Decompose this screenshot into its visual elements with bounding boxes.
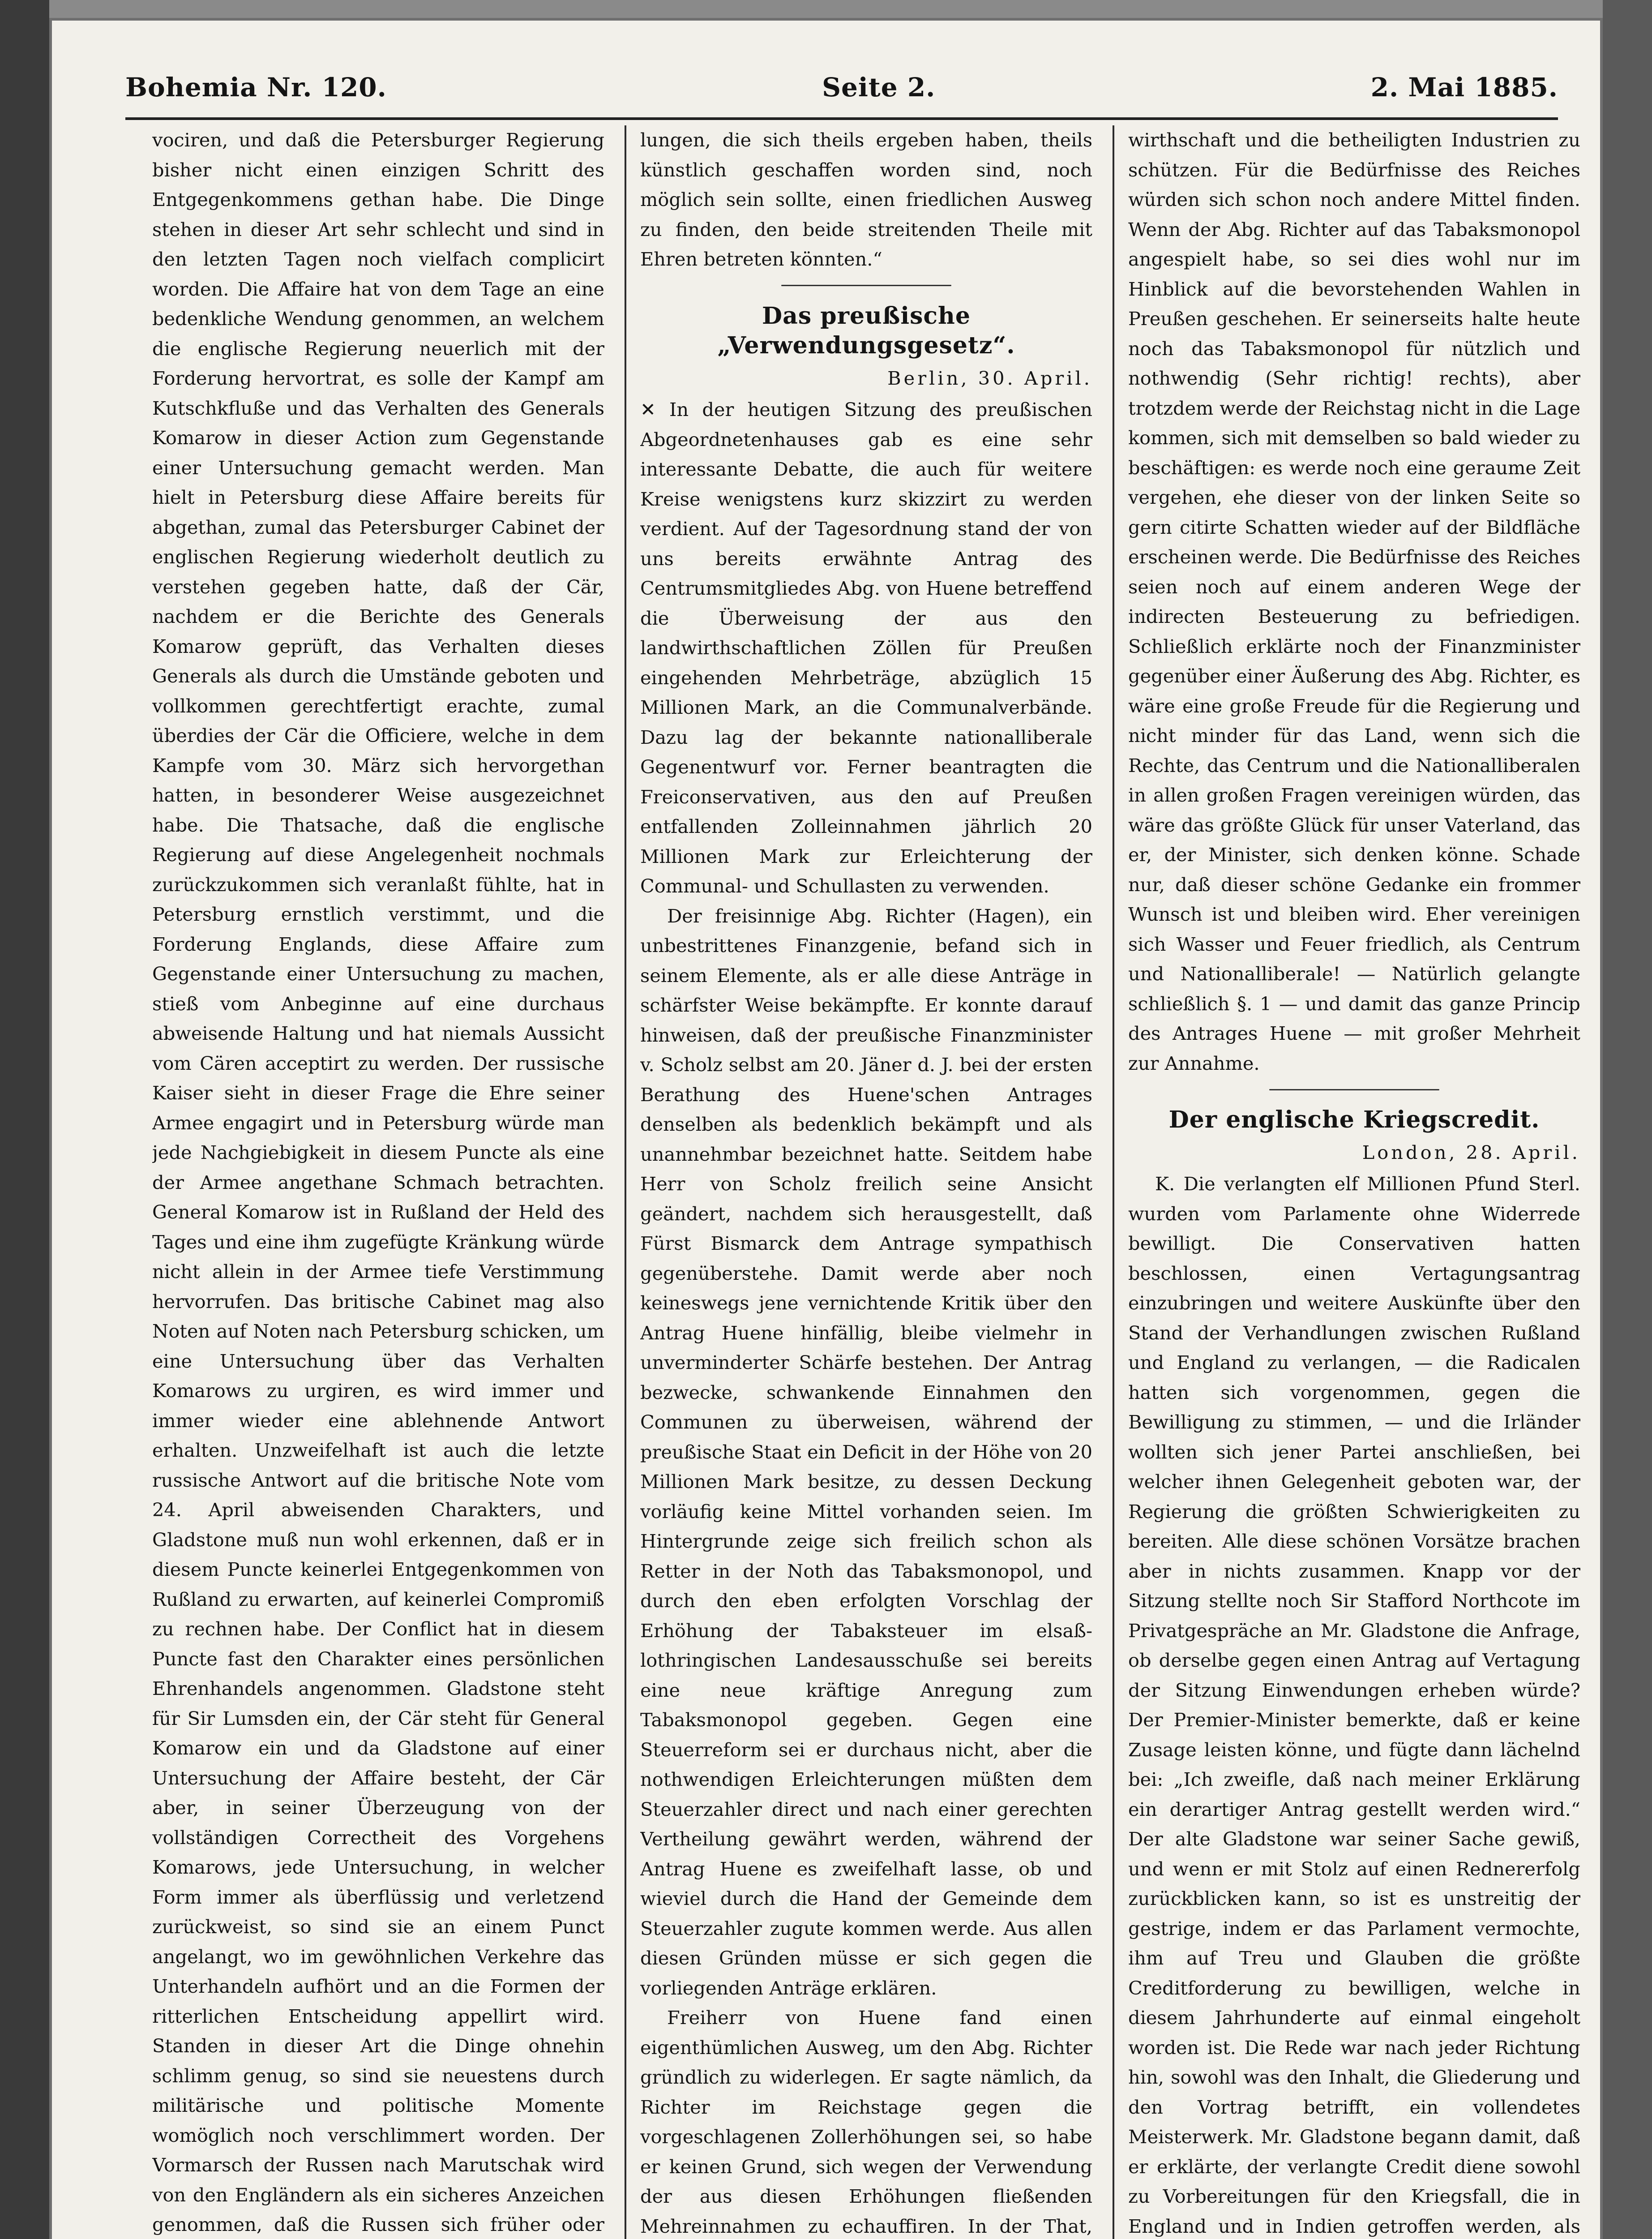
scan-edge-right <box>1603 0 1652 2239</box>
column-2 <box>640 125 1092 2239</box>
header-date: 2. Mai 1885. <box>1370 72 1558 103</box>
column-1-text: vociren, und daß die Petersburger Regierung bisher nicht einen einzigen Schritt des Entgegenkommens gethan habe. Die Dinge stehen in dieser Art sehr schlecht und sind in den letzten Tagen noch vielfach complicirt worden. Die Affaire hat von dem Tage an eine bedenkliche Wendung genommen, an welchem die englische Regierung neuerlich mit der Forderung hervortrat, es solle der Kampf am Kutschkfluße und das Verhalten des Generals Komarow in dieser Action zum Gegenstande einer Untersuchung gemacht werden. Man hielt in Petersburg diese Affaire bereits für abgethan, zumal das Petersburger Cabinet der englischen Regierung wiederholt deutlich zu verstehen gegeben hatte, daß der Cär, nachdem er die Berichte des Generals Komarow geprüft, das Verhalten dieses Generals als durch die Umstände geboten und vollkommen gerechtfertigt erachte, zumal überdies der Cär die Officiere, welche in dem Kampfe vom 30. März sich hervorgethan hatten, in besonderer Weise ausgezeichnet habe. Die Thatsache, daß die englische Regierung auf diese Angelegenheit nochmals zurückzukommen sich veranlaßt fühlte, hat in Petersburg ernstlich verstimmt, und die Forderung Englands, diese Affaire zum Gegenstande einer Untersuchung zu machen, stieß vom Anbeginne auf eine durchaus abweisende Haltung und hat niemals Aussicht vom Cären acceptirt zu werden. Der russische Kaiser sieht in dieser Frage die Ehre seiner Armee engagirt und in Petersburg würde man jede Nachgiebigkeit in diesem Puncte als eine der Armee angethane Schmach betrachten. General Komarow ist in Rußland der Held des Tages und eine ihm zugefügte Kränkung würde nicht allein in der Armee tiefe Verstimmung hervorrufen. Das britische Cabinet mag also Noten auf Noten nach Petersburg schicken, um eine Untersuchung über das Verhalten Komarows zu urgiren, es wird immer und immer wieder eine ablehnende Antwort erhalten. Unzweifelhaft ist auch die letzte russische Antwort auf die britische Note vom 24. April abweisenden Charakters, und Gladstone muß nun wohl erkennen, daß er in diesem Puncte keinerlei Entgegenkommen von Rußland zu erwarten, auf keinerlei Compromiß zu rechnen habe. Der Conflict hat in diesem Puncte fast den Charakter eines persönlichen Ehrenhandels angenommen. Gladstone steht für Sir Lumsden ein, der Cär steht für General Komarow ein und da Gladstone auf einer Untersuchung der Affaire besteht, der Cär aber, in seiner Überzeugung von der vollständigen Correctheit des Vorgehens Komarows, jede Untersuchung, in welcher Form immer als überflüssig und verletzend zurückweist, so sind sie an einem Punct angelangt, wo im gewöhnlichen Verkehre das Unterhandeln aufhört und an die Formen der ritterlichen Entscheidung appellirt wird. Standen in dieser Art die Dinge ohnehin schlimm genug, so sind sie neuestens durch militärische und politische Momente womöglich noch verschlimmert worden. Der Vormarsch der Russen nach Marutschak wird von den Engländern als ein sicheres Anzeichen genommen, daß die Russen sich früher oder <box>152 129 604 2235</box>
article-paragraph: ✕ In der heutigen Sitzung des preußischen Abgeordnetenhauses gab es eine sehr interessante Debatte, die auch für weitere Kreise wenigstens kurz skizzirt zu werden verdient. Auf der Tagesordnung stand der von uns bereits erwähnte Antrag des Centrumsmitgliedes Abg. von Huene betreffend die Überweisung der aus den landwirthschaftlichen Zöllen für Preußen eingehenden Mehrbeträge, abzüglich 15 Millionen Mark, an die Communalverbände. Dazu lag der bekannte nationalliberale Gegenentwurf vor. Ferner beantragten die Freiconservativen, aus den auf Preußen entfallenden Zolleinnahmen jährlich 20 Millionen Mark zur Erleichterung der Communal- und Schullasten zu verwenden. <box>640 399 1092 897</box>
header-publication: Bohemia Nr. 120. <box>125 72 387 103</box>
scan-edge-left <box>0 0 49 2239</box>
header-page-number: Seite 2. <box>822 72 936 103</box>
section-separator <box>1128 1083 1580 1096</box>
article-dateline-berlin: Berlin, 30. April. <box>887 367 1092 389</box>
article-paragraph: wirthschaft und die betheiligten Industrien zu schützen. Für die Bedürfnisse des Reiches würden sich schon noch andere Mittel finden. Wenn der Abg. Richter auf das Tabaksmonopol angespielt habe, so sei dies wohl nur im Hinblick auf die bevorstehenden Wahlen in Preußen geschehen. Er seinerseits halte heute noch das Tabaksmonopol für nützlich und nothwendig (Sehr richtig! rechts), aber trotzdem werde der Reichstag nicht in die Lage kommen, sich mit demselben so bald wieder zu beschäftigen: es werde noch eine geraume Zeit vergehen, ehe dieser von der linken Seite so gern citirte Schatten wieder auf der Bildfläche erscheinen werde. Die Bedürfnisse des Reiches seien noch auf einem anderen Wege der indirecten Besteuerung zu befriedigen. Schließlich erklärte noch der Finanzminister gegenüber einer Äußerung des Abg. Richter, es wäre eine große Freude für die Regierung und nicht minder für das Land, wenn sich die Rechte, das Centrum und die Nationalliberalen in allen großen Fragen vereinigen würden, das wäre das größte Glück für unser Vaterland, das er, der Minister, sich denken könne. Schade nur, daß dieser schöne Gedanke ein frommer Wunsch ist und bleiben wird. Eher vereinigen sich Wasser und Feuer friedlich, als Centrum und Nationalliberale! — Natürlich gelangte schließlich §. 1 — und damit das ganze Princip des Antrages Huene — mit großer Mehrheit zur Annahme. <box>1128 129 1580 1074</box>
article-paragraph: K. Die verlangten elf Millionen Pfund Sterl. wurden vom Parlamente ohne Widerrede bewilligt. Die Conservativen hatten beschlossen, einen Vertagungsantrag einzubringen und weitere Auskünfte über den Stand der Verhandlungen zwischen Rußland und England zu verlangen, — die Radicalen hatten sich vorgenommen, gegen die Bewilligung zu stimmen, — und die Irländer wollten sich jener Partei anschließen, bei welcher ihnen Gelegenheit geboten war, der Regierung die größten Schwierigkeiten zu bereiten. Alle diese schönen Vorsätze brachen aber in nichts zusammen. Knapp vor der Sitzung stellte noch Sir Stafford Northcote im Privatgespräche an Mr. Gladstone die Anfrage, ob derselbe gegen einen Antrag auf Vertagung der Sitzung Einwendungen erheben würde? Der Premier-Minister bemerkte, daß er keine Zusage leisten könne, und fügte dann lächelnd bei: „Ich zweifle, daß nach meiner Erklärung ein derartiger Antrag gestellt werden wird.“ Der alte Gladstone war seiner Sache gewiß, und wenn er mit Stolz auf einen Rednererfolg zurückblicken kann, so ist es unstreitig der gestrige, indem er das Parlament vermochte, ihm auf Treu und Glauben die größte Creditforderung zu bewilligen, welche in diesem Jahrhunderte auf einmal eingeholt worden ist. Die Rede war nach jeder Richtung hin, sowohl was den Inhalt, die Gliederung und den Vortrag betrifft, ein vollendetes Meisterwerk. Mr. Gladstone begann damit, daß er erklärte, der verlangte Credit diene sowohl zu Vorbereitungen für den Kriegsfall, die in England und in Indien getroffen werden, als <box>1128 1173 1580 2237</box>
article-paragraph: Freiherr von Huene fand einen eigenthümlichen Ausweg, um den Abg. Richter gründlich zu widerlegen. Er sagte nämlich, da Richter im Reichstage gegen die vorgeschlagenen Zollerhöhungen sei, so habe er keinen Grund, sich wegen der Verwendung der aus diesen Erhöhungen fließenden Mehreinnahmen zu echauffiren. In der That, <box>640 2007 1092 2237</box>
article-heading-kriegscredit: Der englische Kriegscredit. <box>1168 1106 1540 1133</box>
column-1 <box>152 125 604 2239</box>
column-divider-2 <box>1113 125 1114 2239</box>
column-2-intro: lungen, die sich theils ergeben haben, theils künstlich geschaffen worden sind, noch möglich sein sollte, einen friedlichen Ausweg zu finden, den beide streitenden Theile mit Ehren betreten könnten.“ <box>640 129 1092 270</box>
page-header <box>125 63 1558 112</box>
article-paragraph: Der freisinnige Abg. Richter (Hagen), ein unbestrittenes Finanzgenie, befand sich in seinem Elemente, als er alle diese Anträge in schärfster Weise bekämpfte. Er konnte darauf hinweisen, daß der preußische Finanzminister v. Scholz selbst am 20. Jäner d. J. bei der ersten Berathung des Huene'schen Antrages denselben als bedenklich bekämpft und als unannehmbar bezeichnet hatte. Seitdem habe Herr von Scholz freilich seine Ansicht geändert, nachdem sich herausgestellt, daß Fürst Bismarck dem Antrage sympathisch gegenüberstehe. Damit werde aber noch keineswegs jene vernichtende Kritik über den Antrag Huene hinfällig, bleibe vielmehr in unverminderter Schärfe bestehen. Der Antrag bezwecke, schwankende Einnahmen den Communen zu überweisen, während der preußische Staat ein Deficit in der Höhe von 20 Millionen Mark besitze, zu dessen Deckung vorläufig keine Mittel vorhanden seien. Im Hintergrunde zeige sich freilich schon als Retter in der Noth das Tabaksmonopol, und durch den eben erfolgten Vorschlag der Erhöhung der Tabaksteuer im elsaß-lothringischen Landesausschuße sei bereits eine neue kräftige Anregung zum Tabaksmonopol gegeben. Gegen eine Steuerreform sei er durchaus nicht, aber die nothwendigen Erleichterungen müßten dem Steuerzahler direct und nach einer gerechten Vertheilung gewährt werden, während der Antrag Huene es zweifelhaft lasse, ob und wieviel durch die Hand der Gemeinde dem Steuerzahler zugute kommen werde. Aus allen diesen Gründen müsse er sich gegen die vorliegenden Anträge erklären. <box>640 905 1092 1999</box>
header-rule <box>125 117 1558 120</box>
article-heading-verwendungsgesetz: Das preußische „Verwendungsgesetz“. <box>717 302 1015 359</box>
section-separator <box>640 279 1092 292</box>
article-dateline-london: London, 28. April. <box>1362 1141 1580 1163</box>
column-3 <box>1128 125 1580 2239</box>
column-divider-1 <box>625 125 626 2239</box>
